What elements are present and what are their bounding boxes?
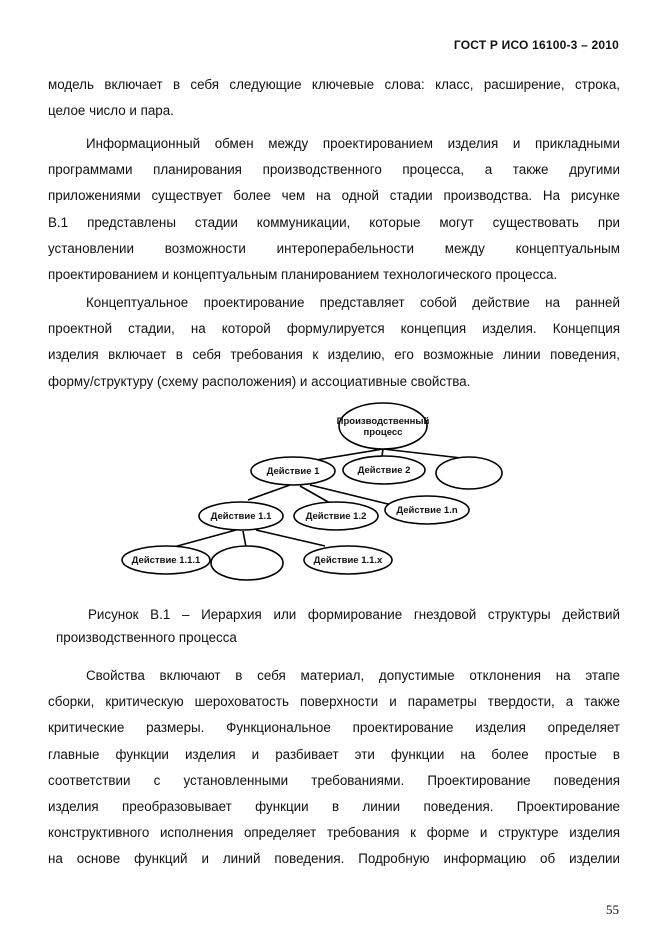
text-line: модель включает в себя следующие ключевые слова: класс, расширение, строка, [48, 77, 620, 92]
text-line: конструктивного исполнения определяет требования к форме и структуре изделия [48, 825, 620, 841]
node-shape [211, 546, 283, 580]
node-action-1-2 [294, 502, 378, 530]
page-number: 55 [606, 902, 619, 917]
edge-a11-a11x [256, 530, 325, 546]
text-line: проектированием и концептуальным планированием технологического процесса. [48, 266, 558, 282]
text-line: изделия включает в себя требования к изделию, его возможные линии поведения, [48, 347, 620, 363]
node-action-1-n [385, 496, 469, 524]
node-action-blank-1 [436, 457, 502, 489]
node-label: Действие 1 [266, 466, 320, 477]
text-line: проектной стадии, на которой формулируется концепция изделия. Концепция [48, 321, 620, 337]
paragraph-4 [48, 663, 620, 873]
node-shape [436, 457, 502, 489]
node-action-1-1-x [304, 546, 392, 574]
diagram-nodes [122, 403, 502, 580]
text-line: соответствии с установленными требованиями. Проектирование поведения [48, 772, 620, 788]
node-label: процесс [363, 427, 403, 438]
edge-a11-a11b [243, 531, 246, 547]
text-line: критические размеры. Функциональное проектирование изделия определяет [48, 720, 620, 736]
node-action-blank-2 [211, 546, 283, 580]
node-action-1-1-1 [122, 546, 210, 574]
edge-a11-a111 [170, 530, 236, 548]
edge-a1-a11 [248, 485, 290, 500]
text-line: целое число и пара. [48, 103, 174, 119]
document-header: ГОСТ Р ИСО 16100-3 – 2010 [453, 38, 619, 52]
text-line: Концептуальное проектирование представляет собой действие на ранней [86, 295, 620, 310]
node-label: Действие 2 [357, 465, 411, 476]
text-line: Свойства включают в себя материал, допустимые отклонения на этапе [86, 668, 620, 683]
caption-line: Рисунок В.1 – Иерархия или формирование гнездовой структуры действий [88, 607, 620, 622]
edge-root-a2 [382, 449, 383, 456]
node-label: Действие 1.2 [305, 511, 367, 522]
node-action-2 [343, 456, 425, 484]
text-line: программами планирования производственного процесса, а также другими [48, 162, 620, 178]
node-action-1-1 [199, 502, 283, 530]
text-line: приложениями существует более чем на одной стадии производства. На рисунке [48, 188, 620, 204]
text-line: на основе функций и линий поведения. Подробную информацию об изделии [48, 851, 620, 867]
text-line: В.1 представлены стадии коммуникации, которые могут существовать при [48, 214, 620, 230]
text-line: главные функции изделия и разбивает эти функции на более простые в [48, 746, 620, 762]
node-label: Действие 1.1 [210, 511, 272, 522]
text-line: форму/структуру (схему расположения) и ассоциативные свойства. [48, 373, 471, 389]
node-label: Действие 1.1.1 [131, 555, 201, 566]
node-action-1 [251, 457, 335, 485]
node-label: Действие 1.1.x [313, 555, 383, 566]
text-line: Информационный обмен между проектированием изделия и прикладными [86, 136, 620, 151]
text-line: установлении возможности интероперабельности между концептуальным [48, 240, 620, 256]
node-production-process [337, 403, 430, 449]
text-line: изделия преобразовывает функции в линии поведения. Проектирование [48, 798, 620, 814]
node-label: Производственный [336, 416, 430, 427]
caption-line: производственного процесса [56, 630, 237, 645]
text-line: сборки, критическую шероховатость поверхности и параметры твердости, а также [48, 694, 620, 710]
figure-caption [56, 603, 620, 649]
node-label: Действие 1.n [396, 505, 458, 516]
